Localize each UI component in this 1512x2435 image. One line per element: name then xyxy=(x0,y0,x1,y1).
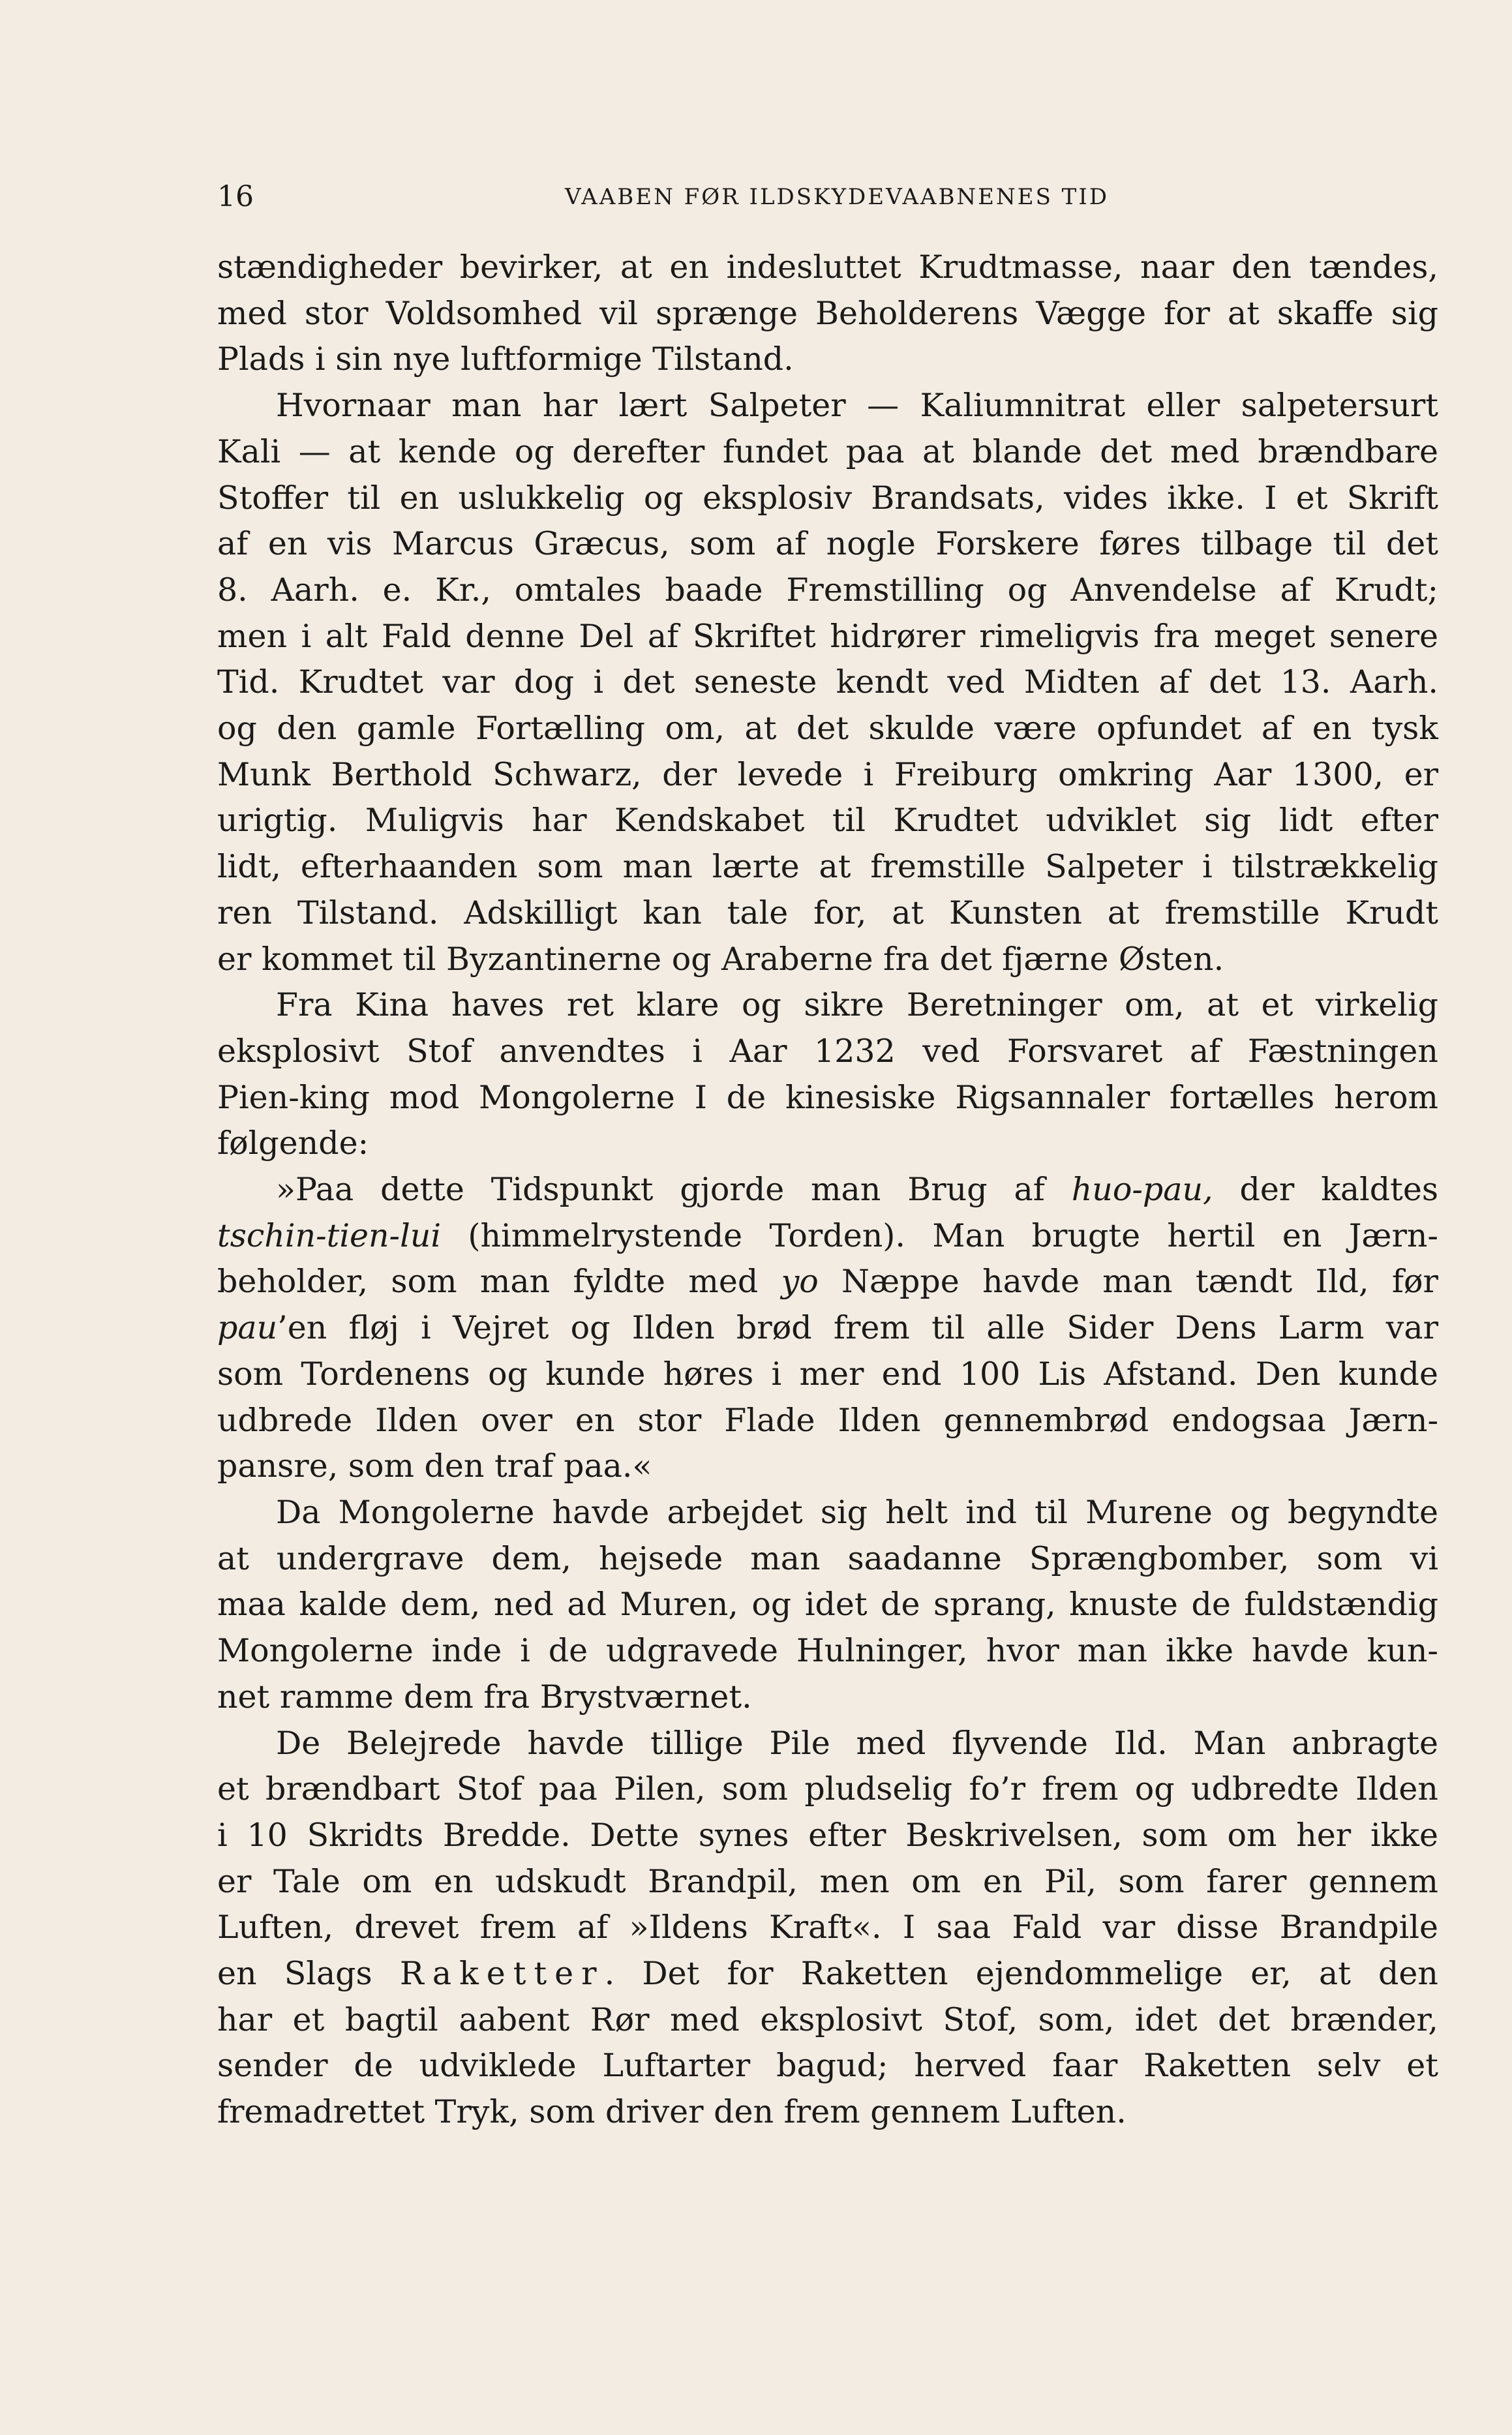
text-line: et brændbart Stof paa Pilen, som pludselig fo’r frem og udbredte Ilden xyxy=(217,1770,1438,1808)
text-line: eksplosivt Stof anvendtes i Aar 1232 ved Forsvaret af Fæstningen xyxy=(217,1032,1438,1070)
text-line: sender de udviklede Luftarter bagud; herved faar Raketten selv et xyxy=(217,2047,1438,2085)
quote-line xyxy=(217,1213,1438,1260)
quote-text: (himmelrystende Torden). Man brugte hertil en Jærn- xyxy=(441,1217,1438,1254)
text-line: Fra Kina haves ret klare og sikre Beretninger om, at et virkelig xyxy=(276,986,1438,1024)
italic-term: pau xyxy=(217,1309,278,1347)
text-line: Kali — at kende og derefter fundet paa at blande det med brændbare xyxy=(217,432,1438,470)
text-line: Plads i sin nye luftformige Tilstand. xyxy=(217,340,794,378)
quote-text: Næppe havde man tændt Ild, før xyxy=(818,1263,1438,1301)
spaced-term: Raketter xyxy=(399,1955,605,1993)
text-line: som Tordenens og kunde høres i mer end 100 Lis Afstand. Den kunde xyxy=(217,1355,1438,1393)
text-line: Tid. Krudtet var dog i det seneste kendt ved Midten af det 13. Aarh. xyxy=(217,663,1438,701)
text-line: Luften, drevet frem af »Ildens Kraft«. I saa Fald var disse Brandpile xyxy=(217,1909,1438,1946)
quote-text: ’en fløj i Vejret og Ilden brød frem til alle Sider Dens Larm var xyxy=(277,1309,1438,1347)
text-line: er Tale om en udskudt Brandpil, men om en Pil, som farer gennem xyxy=(217,1862,1438,1900)
quote-line xyxy=(217,1305,1438,1352)
text-line: De Belejrede havde tillige Pile med flyvende Ild. Man anbragte xyxy=(276,1724,1438,1762)
text-line: udbrede Ilden over en stor Flade Ilden gennembrød endogsaa Jærn- xyxy=(217,1401,1438,1439)
running-title: VAABEN FØR ILDSKYDEVAABNENES TID xyxy=(564,184,1110,210)
text-line: Mongolerne inde i de udgravede Hulninger, hvor man ikke havde kun- xyxy=(217,1632,1438,1670)
text-line: har et bagtil aabent Rør med eksplosivt Stof, som, idet det brænder, xyxy=(217,2001,1438,2038)
text-line xyxy=(217,1951,1438,1997)
page-number: 16 xyxy=(217,180,254,213)
text-line: følgende: xyxy=(217,1125,369,1162)
text-segment: en Slags xyxy=(217,1955,400,1993)
quote-text: »Paa dette Tidspunkt gjorde man Brug af xyxy=(276,1171,1072,1209)
text-line: net ramme dem fra Brystværnet. xyxy=(217,1678,752,1716)
text-line: maa kalde dem, ned ad Muren, og idet de sprang, knuste de fuldstændig xyxy=(217,1586,1438,1624)
text-line: af en vis Marcus Græcus, som af nogle Forskere føres tilbage til det xyxy=(217,525,1438,563)
page-header xyxy=(217,177,1438,217)
italic-term: yo xyxy=(781,1263,819,1301)
quote-line xyxy=(217,1259,1438,1305)
quote-text: beholder, som man fyldte med xyxy=(217,1263,781,1301)
text-line: Hvornaar man har lært Salpeter — Kaliumnitrat eller salpetersurt xyxy=(276,387,1438,425)
text-line: i 10 Skridts Bredde. Dette synes efter Beskrivelsen, som om her ikke xyxy=(217,1816,1438,1854)
italic-term: huo-pau, xyxy=(1071,1171,1213,1209)
text-line: at undergrave dem, hejsede man saadanne Sprængbomber, som vi xyxy=(217,1539,1438,1577)
text-line: er kommet til Byzantinerne og Araberne fra det fjærne Østen. xyxy=(217,940,1224,978)
text-line: Da Mongolerne havde arbejdet sig helt ind til Murene og begyndte xyxy=(276,1493,1438,1531)
text-line: fremadrettet Tryk, som driver den frem gennem Luften. xyxy=(217,2093,1126,2131)
text-line: lidt, efterhaanden som man lærte at fremstille Salpeter i tilstrækkelig xyxy=(217,848,1438,886)
quote-line xyxy=(217,1167,1438,1213)
text-line: pansre, som den traf paa.« xyxy=(217,1447,652,1485)
text-line: Munk Berthold Schwarz, der levede i Freiburg omkring Aar 1300, er xyxy=(217,755,1438,793)
body-text xyxy=(217,245,1438,2136)
text-line: stændigheder bevirker, at en indesluttet Krudtmasse, naar den tændes, xyxy=(217,249,1438,286)
italic-term: tschin-tien-lui xyxy=(217,1217,441,1254)
text-segment: . Det for Raketten ejendommelige er, at den xyxy=(604,1955,1438,1993)
text-line: 8. Aarh. e. Kr., omtales baade Fremstilling og Anvendelse af Krudt; xyxy=(217,571,1438,609)
text-line: Stoffer til en uslukkelig og eksplosiv Brandsats, vides ikke. I et Skrift xyxy=(217,479,1438,517)
text-line: urigtig. Muligvis har Kendskabet til Krudtet udviklet sig lidt efter xyxy=(217,802,1438,839)
text-line: ren Tilstand. Adskilligt kan tale for, at Kunsten at fremstille Krudt xyxy=(217,894,1438,931)
quote-text: der kaldtes xyxy=(1213,1171,1438,1209)
text-line: men i alt Fald denne Del af Skriftet hidrører rimeligvis fra meget senere xyxy=(217,617,1438,655)
text-line: Pien-king mod Mongolerne I de kinesiske Rigsannaler fortælles herom xyxy=(217,1078,1438,1116)
text-line: med stor Voldsomhed vil sprænge Beholderens Vægge for at skaffe sig xyxy=(217,294,1438,332)
text-line: og den gamle Fortælling om, at det skulde være opfundet af en tysk xyxy=(217,710,1438,748)
